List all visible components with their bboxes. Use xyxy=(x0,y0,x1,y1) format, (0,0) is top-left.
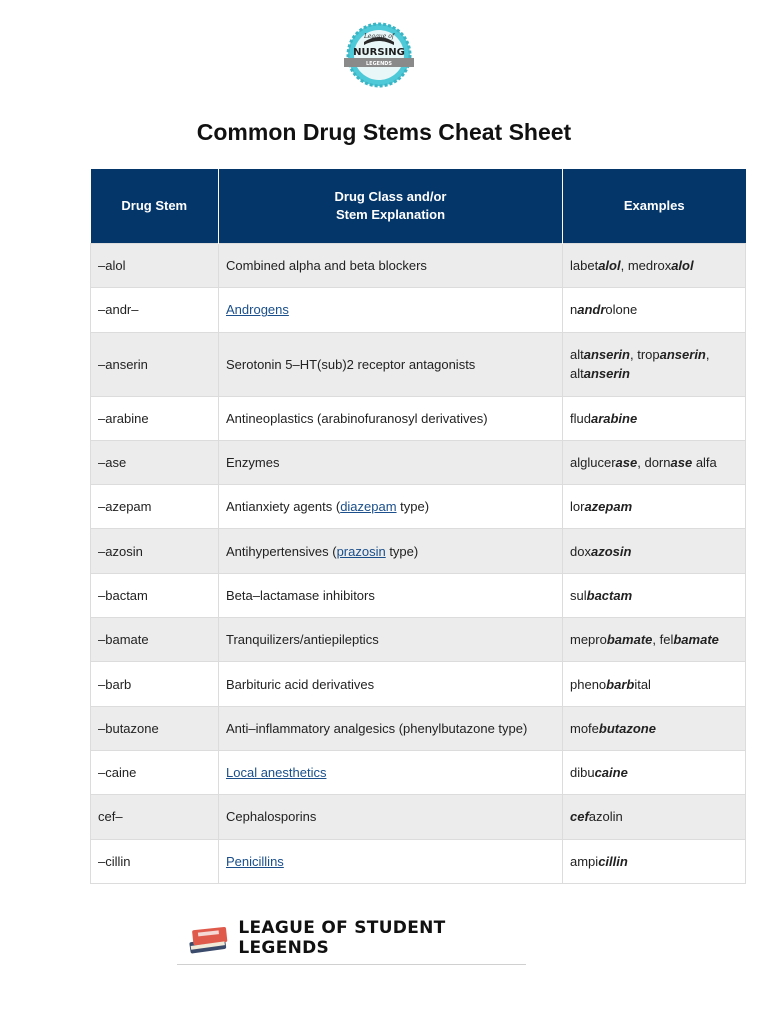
example-text: olone xyxy=(605,302,638,318)
drug-class-text-suffix: type) xyxy=(396,499,430,515)
table-row xyxy=(91,244,746,288)
drug-class-cell xyxy=(219,244,563,288)
logo-line2: NURSING xyxy=(353,47,405,58)
example-text: , xyxy=(705,347,710,363)
example-text: dibu xyxy=(570,765,595,781)
book-stack-icon xyxy=(187,918,232,958)
examples-cell xyxy=(563,396,746,440)
table-row xyxy=(91,618,746,662)
drug-stem-cell: –andr– xyxy=(91,288,219,332)
drug-stem-cell: –barb xyxy=(91,662,219,706)
table-row xyxy=(91,750,746,794)
drug-class-link[interactable]: Local anesthetics xyxy=(226,765,327,781)
table-row xyxy=(91,706,746,750)
example-stem-highlight: alol xyxy=(598,258,621,274)
examples-cell xyxy=(563,750,746,794)
examples-cell xyxy=(563,332,746,396)
example-stem-highlight: cillin xyxy=(598,853,628,869)
table-row xyxy=(91,288,746,332)
example-text: trop xyxy=(637,347,660,363)
example-text: alfa xyxy=(692,455,717,471)
examples-cell xyxy=(563,573,746,617)
example-stem-highlight: bactam xyxy=(586,587,633,603)
drug-stem-cell: –ase xyxy=(91,440,219,484)
example-stem-highlight: butazone xyxy=(598,720,656,736)
drug-class-cell xyxy=(219,485,563,529)
examples-cell xyxy=(563,839,746,883)
column-header-class-line2: Stem Explanation xyxy=(335,207,446,222)
drug-class-link[interactable]: Penicillins xyxy=(226,853,284,869)
table-header-row xyxy=(91,169,746,244)
drug-class-text: Anti–inflammatory analgesics (phenylbutazone type) xyxy=(226,720,528,736)
drug-class-text: Antineoplastics (arabinofuranosyl derivatives) xyxy=(226,410,488,426)
example-text: ampi xyxy=(570,853,599,869)
examples-cell xyxy=(563,288,746,332)
column-header-examples: Examples xyxy=(563,169,746,244)
example-stem-highlight: bamate xyxy=(673,632,719,648)
drug-class-cell xyxy=(219,662,563,706)
brand-name: LEAGUE OF STUDENT LEGENDS xyxy=(238,918,446,958)
examples-cell xyxy=(563,529,746,573)
drug-stems-table xyxy=(90,169,746,884)
example-stem-highlight: caine xyxy=(594,765,628,781)
drug-stem-cell: –arabine xyxy=(91,396,219,440)
drug-class-cell xyxy=(219,750,563,794)
example-stem-highlight: bamate xyxy=(606,632,653,648)
drug-stem-cell: –azosin xyxy=(91,529,219,573)
examples-cell xyxy=(563,618,746,662)
drug-stem-cell: –azepam xyxy=(91,485,219,529)
drug-class-text: Antianxiety agents ( xyxy=(226,499,341,515)
drug-class-text: Beta–lactamase inhibitors xyxy=(226,587,375,603)
drug-class-text: Enzymes xyxy=(226,455,280,471)
example-text: n xyxy=(570,302,578,318)
example-stem-highlight: andr xyxy=(577,302,606,318)
example-text: flud xyxy=(570,410,591,426)
drug-stem-cell: –alol xyxy=(91,244,219,288)
example-stem-highlight: arabine xyxy=(590,410,638,426)
logo-line3: LEGENDS xyxy=(365,61,393,67)
example-text: , xyxy=(637,455,645,471)
examples-cell xyxy=(563,440,746,484)
table-row xyxy=(91,440,746,484)
drug-stem-cell: –bactam xyxy=(91,573,219,617)
drug-class-cell xyxy=(219,332,563,396)
example-stem-highlight: cef xyxy=(570,809,589,825)
drug-class-text: Combined alpha and beta blockers xyxy=(226,258,427,274)
examples-cell xyxy=(563,662,746,706)
table-row xyxy=(91,795,746,839)
examples-cell xyxy=(563,795,746,839)
nursing-legends-logo xyxy=(342,22,416,88)
drug-stem-cell: cef– xyxy=(91,795,219,839)
example-text: dox xyxy=(570,543,591,559)
drug-class-cell xyxy=(219,440,563,484)
example-text: lor xyxy=(570,499,585,515)
example-text: , xyxy=(629,347,638,363)
drug-stem-cell: –caine xyxy=(91,750,219,794)
drug-stem-cell: –anserin xyxy=(91,332,219,396)
example-text: labet xyxy=(570,258,599,274)
table-row xyxy=(91,662,746,706)
example-text: azolin xyxy=(588,809,623,825)
example-text: pheno xyxy=(570,676,607,692)
example-stem-highlight: barb xyxy=(606,676,635,692)
example-text: , xyxy=(652,632,660,648)
example-stem-highlight: ase xyxy=(615,455,638,471)
example-stem-highlight: azosin xyxy=(590,543,632,559)
example-text: fel xyxy=(659,632,674,648)
drug-class-cell xyxy=(219,288,563,332)
drug-class-cell xyxy=(219,839,563,883)
drug-class-cell xyxy=(219,795,563,839)
logo-line1: League of xyxy=(363,33,395,40)
column-header-class-line1: Drug Class and/or xyxy=(334,189,447,204)
page-title: Common Drug Stems Cheat Sheet xyxy=(196,119,572,145)
drug-stem-cell: –butazone xyxy=(91,706,219,750)
example-stem-highlight: azepam xyxy=(584,499,633,515)
example-text: alt xyxy=(570,347,584,363)
examples-cell xyxy=(563,485,746,529)
drug-stem-cell: –cillin xyxy=(91,839,219,883)
table-row xyxy=(91,839,746,883)
example-text: alt xyxy=(570,366,584,382)
drug-class-link[interactable]: prazosin xyxy=(336,543,386,559)
drug-class-text-suffix: type) xyxy=(385,543,419,559)
drug-class-link[interactable]: Androgens xyxy=(226,302,289,318)
examples-cell xyxy=(563,244,746,288)
drug-class-link[interactable]: diazepam xyxy=(340,499,397,515)
drug-stem-cell: –bamate xyxy=(91,618,219,662)
table-row xyxy=(91,573,746,617)
drug-class-cell xyxy=(219,618,563,662)
drug-class-cell xyxy=(219,396,563,440)
example-stem-highlight: ase xyxy=(670,455,693,471)
example-stem-highlight: anserin xyxy=(659,347,706,363)
table-row xyxy=(91,529,746,573)
example-text: dorn xyxy=(644,455,671,471)
student-legends-logo xyxy=(177,912,526,965)
table-row xyxy=(91,485,746,529)
example-stem-highlight: alol xyxy=(671,258,694,274)
column-header-stem: Drug Stem xyxy=(91,169,219,244)
drug-class-text: Serotonin 5–HT(sub)2 receptor antagonists xyxy=(226,356,476,372)
drug-class-cell xyxy=(219,573,563,617)
example-text: sul xyxy=(570,587,587,603)
example-text: mofe xyxy=(570,720,599,736)
example-text: ital xyxy=(634,676,651,692)
table-row xyxy=(91,332,746,396)
example-text: medrox xyxy=(627,258,672,274)
example-text: , xyxy=(620,258,628,274)
example-text: alglucer xyxy=(570,455,616,471)
column-header-class xyxy=(219,169,563,244)
drug-class-text: Antihypertensives ( xyxy=(226,543,337,559)
example-stem-highlight: anserin xyxy=(583,366,630,382)
drug-class-cell xyxy=(219,529,563,573)
table-row xyxy=(91,396,746,440)
drug-class-text: Tranquilizers/antiepileptics xyxy=(226,632,379,648)
drug-class-text: Cephalosporins xyxy=(226,809,317,825)
examples-cell xyxy=(563,706,746,750)
drug-class-text: Barbituric acid derivatives xyxy=(226,676,375,692)
example-stem-highlight: anserin xyxy=(583,347,630,363)
drug-class-cell xyxy=(219,706,563,750)
example-text: mepro xyxy=(570,632,607,648)
